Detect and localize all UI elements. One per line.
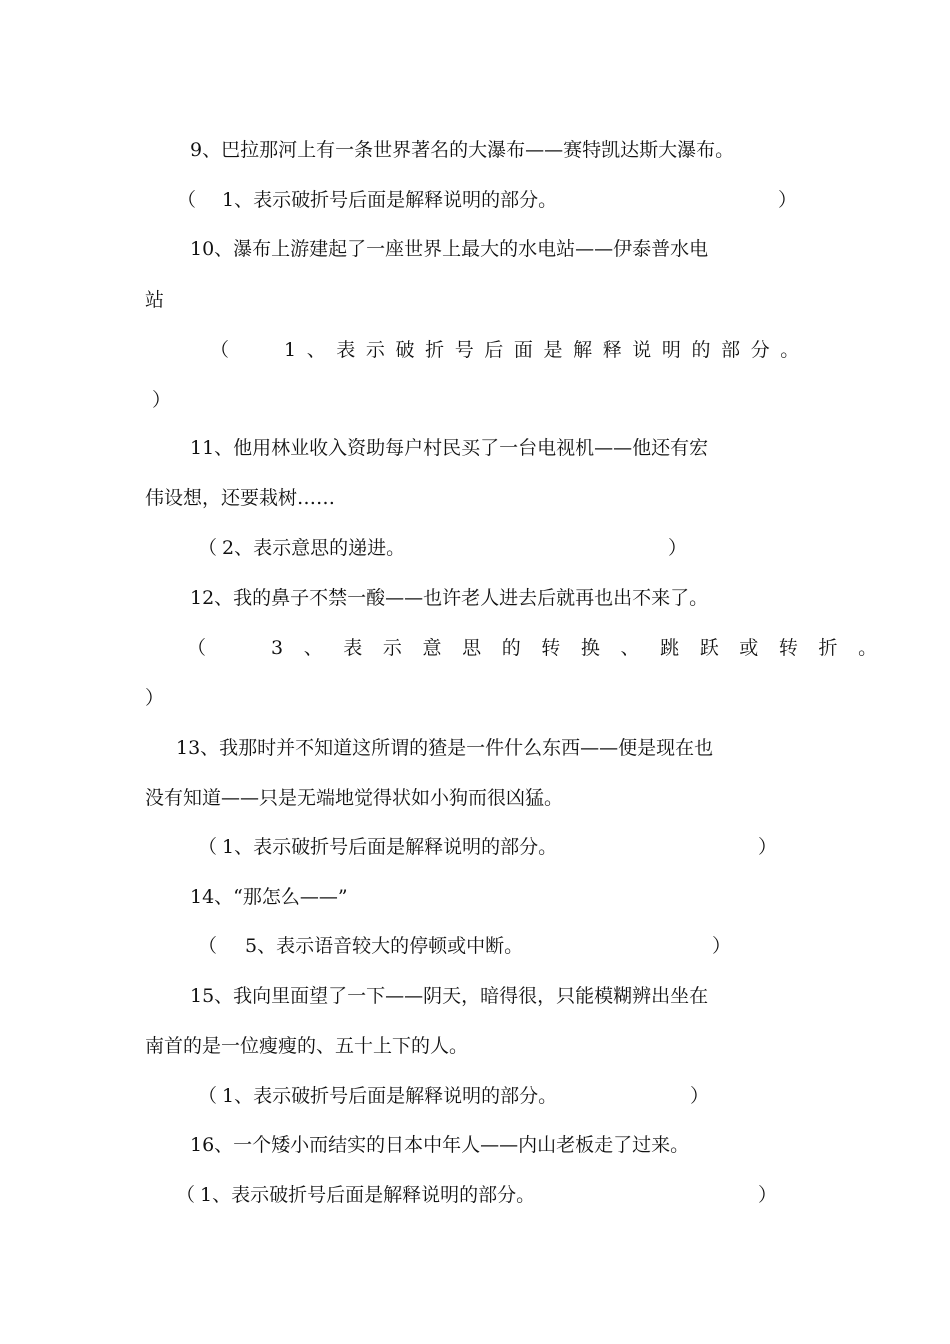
sentence-10-cont: 站 [145,289,165,311]
close-paren: ） [690,1085,710,1107]
answer-13: 1、表示破折号后面是解释说明的部分。 [222,836,558,858]
close-paren: ） [145,687,165,709]
answer-11: 2、表示意思的递进。 [222,537,406,559]
close-paren: ） [152,389,172,411]
sentence-11: 11、他用林业收入资助每户村民买了一台电视机——他还有宏 [190,437,709,459]
sentence-9: 9、巴拉那河上有一条世界著名的大瀑布——赛特凯达斯大瀑布。 [190,139,735,161]
sentence-14: 14、“那怎么——” [190,886,348,908]
answer-10: 1、表示破折号后面是解释说明的部分。 [284,339,810,361]
open-paren: （ [210,339,230,361]
sentence-16: 16、一个矮小而结实的日本中年人——内山老板走了过来。 [190,1134,690,1156]
answer-16: 1、表示破折号后面是解释说明的部分。 [200,1184,536,1206]
close-paren: ） [668,537,688,559]
sentence-13-cont: 没有知道——只是无端地觉得状如小狗而很凶猛。 [145,787,564,809]
open-paren: （ [198,836,218,858]
sentence-12: 12、我的鼻子不禁一酸——也许老人进去后就再也出不来了。 [190,587,709,609]
open-paren: （ [198,1085,218,1107]
sentence-10: 10、瀑布上游建起了一座世界上最大的水电站——伊泰普水电 [190,238,709,260]
answer-15: 1、表示破折号后面是解释说明的部分。 [222,1085,558,1107]
close-paren: ） [712,935,732,957]
close-paren: ） [758,836,778,858]
answer-14: 5、表示语音较大的停顿或中断。 [245,935,524,957]
sentence-15: 15、我向里面望了一下——阴天，暗得很，只能模糊辨出坐在 [190,985,709,1007]
open-paren: （ [198,935,218,957]
sentence-13: 13、我那时并不知道这所谓的猹是一件什么东西——便是现在也 [176,737,714,759]
open-paren: （ [198,537,218,559]
open-paren: （ [187,637,207,659]
sentence-11-cont: 伟设想，还要栽树…… [145,487,336,509]
open-paren: （ [177,189,197,211]
close-paren: ） [758,1184,778,1206]
answer-12: 3、表示意思的转换、跳跃或转折。 [271,637,898,659]
sentence-15-cont: 南首的是一位瘦瘦的、五十上下的人。 [145,1035,469,1057]
open-paren: （ [176,1184,196,1206]
answer-9: 1、表示破折号后面是解释说明的部分。 [222,189,558,211]
close-paren: ） [778,189,798,211]
